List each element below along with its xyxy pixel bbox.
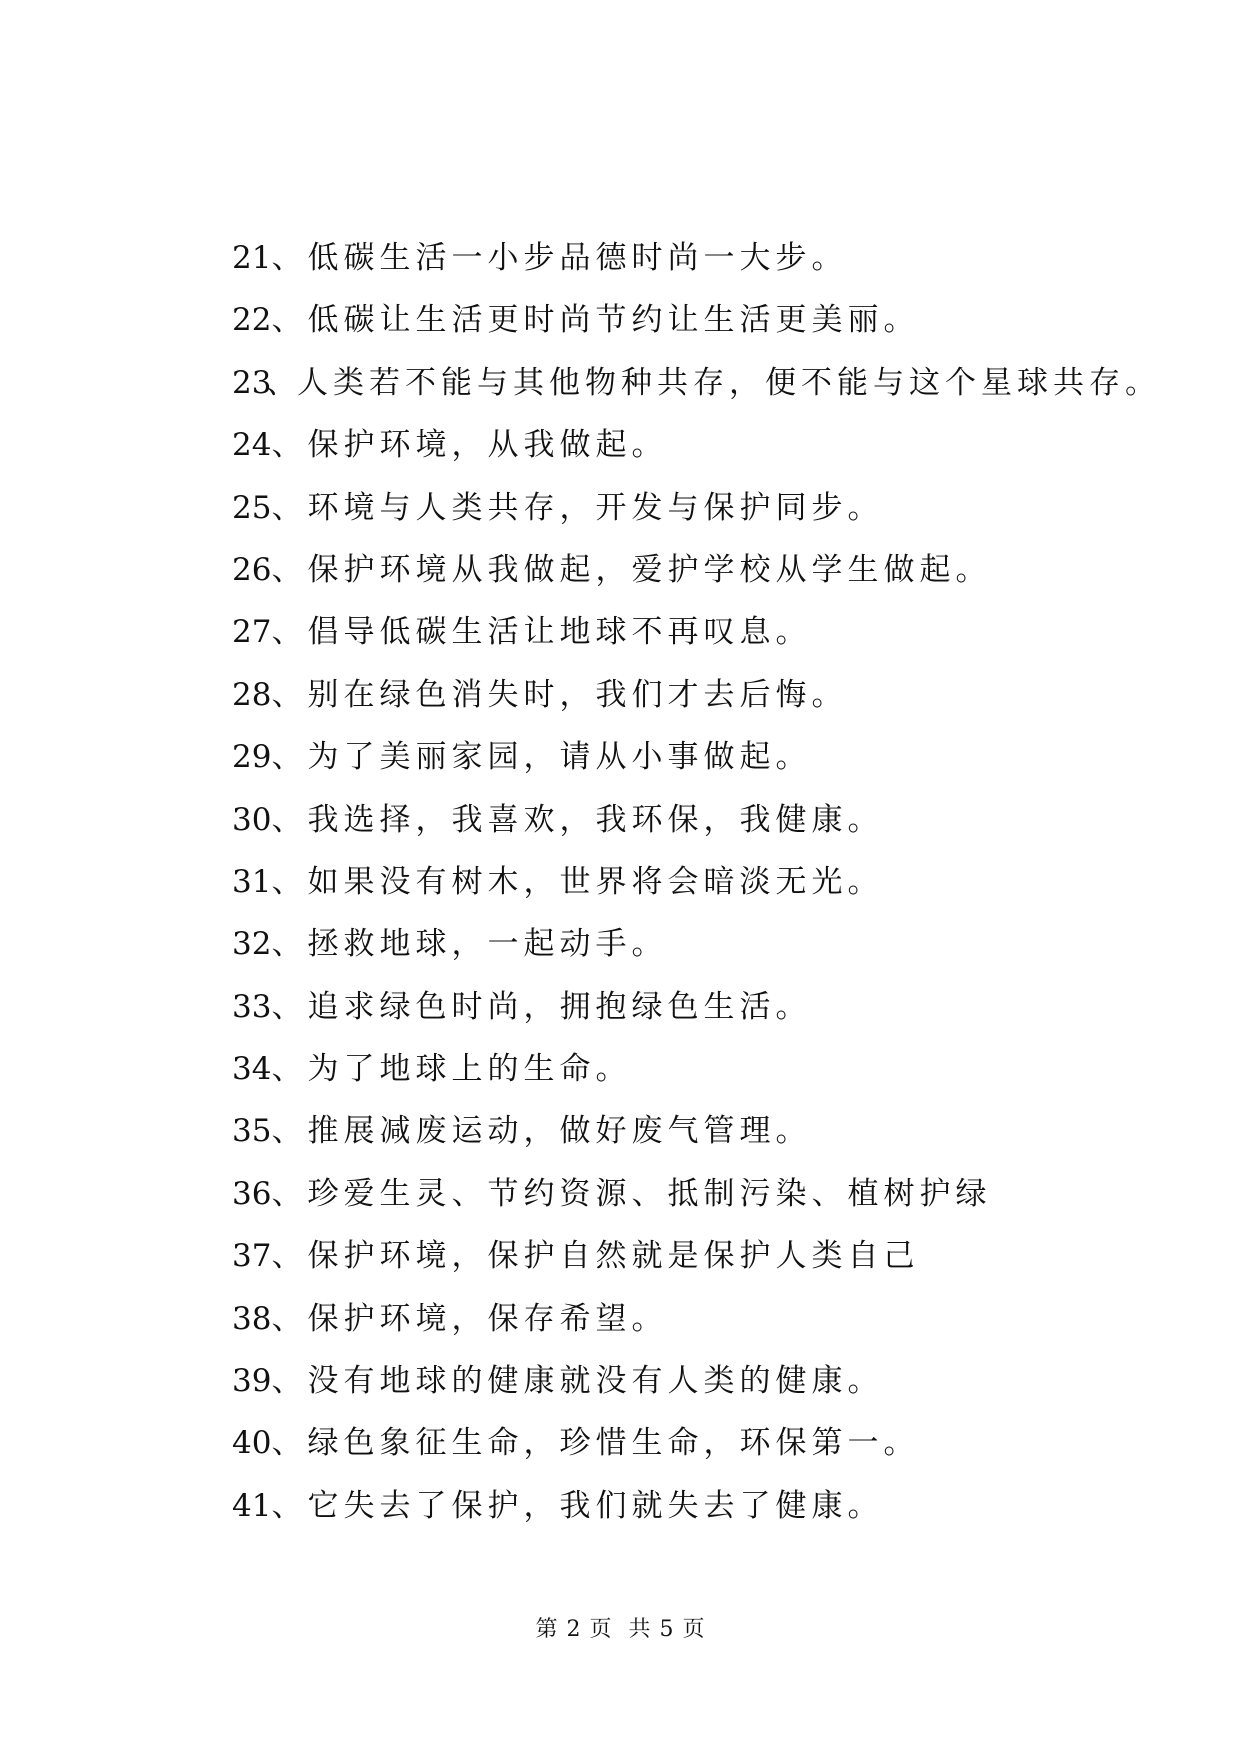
item-text: 别在绿色消失时，我们才去后悔。 (307, 676, 848, 713)
item-separator: 、 (271, 676, 303, 713)
item-separator: 、 (271, 1487, 303, 1524)
item-number: 29 (232, 739, 272, 776)
list-item (232, 294, 1152, 356)
item-text: 没有地球的健康就没有人类的健康。 (307, 1363, 884, 1400)
item-number: 39 (232, 1363, 272, 1400)
item-number: 26 (232, 551, 272, 588)
item-text: 绿色象征生命，珍惜生命，环保第一。 (307, 1425, 920, 1462)
list-item (232, 794, 1152, 856)
list-item (232, 1293, 1152, 1355)
list-item (232, 669, 1152, 731)
item-text: 低碳让生活更时尚节约让生活更美丽。 (307, 302, 920, 339)
item-separator: 、 (271, 1363, 303, 1400)
list-item (232, 731, 1152, 793)
item-number: 30 (232, 801, 272, 838)
item-number: 35 (232, 1113, 272, 1150)
list-item (232, 856, 1152, 918)
list-item (232, 606, 1152, 668)
item-number: 33 (232, 988, 272, 1025)
list-item (232, 1230, 1152, 1292)
item-number: 23 (232, 364, 272, 401)
item-number: 31 (232, 863, 272, 900)
list-item (232, 419, 1152, 481)
item-number: 36 (232, 1175, 272, 1212)
list-item (232, 482, 1152, 544)
item-separator: 、 (271, 801, 303, 838)
item-text: 为了地球上的生命。 (307, 1051, 632, 1088)
item-number: 21 (232, 240, 272, 276)
page-number-text: 第 2 页 共 5 页 (535, 1617, 706, 1642)
item-text: 环境与人类共存，开发与保护同步。 (307, 489, 884, 526)
item-text: 我选择，我喜欢，我环保，我健康。 (307, 801, 884, 838)
item-text: 如果没有树木，世界将会暗淡无光。 (307, 863, 884, 900)
slogan-list (232, 232, 1161, 1542)
item-separator: 、 (266, 364, 297, 401)
item-separator: 、 (271, 1300, 303, 1337)
item-separator: 、 (271, 1113, 303, 1150)
item-text: 保护环境，保存希望。 (307, 1300, 668, 1337)
item-separator: 、 (271, 614, 303, 651)
item-number: 32 (232, 926, 272, 963)
item-number: 37 (232, 1238, 272, 1275)
item-text: 人类若不能与其他物种共存，便不能与这个星球共存。 (297, 364, 1161, 401)
list-item (232, 1355, 1152, 1417)
item-text: 拯救地球，一起动手。 (307, 926, 668, 963)
item-text: 推展减废运动，做好废气管理。 (307, 1113, 812, 1150)
item-separator: 、 (271, 1425, 303, 1462)
list-item (232, 1105, 1152, 1167)
item-separator: 、 (271, 739, 303, 776)
item-number: 41 (232, 1487, 272, 1524)
item-separator: 、 (271, 863, 303, 900)
list-item (232, 981, 1152, 1043)
item-number: 34 (232, 1051, 272, 1088)
list-item (232, 544, 1152, 606)
item-text: 追求绿色时尚，拥抱绿色生活。 (307, 988, 812, 1025)
item-separator: 、 (271, 302, 303, 339)
item-text: 珍爱生灵、节约资源、抵制污染、植树护绿 (307, 1175, 992, 1212)
item-text: 低碳生活一小步品德时尚一大步。 (307, 240, 848, 276)
item-number: 27 (232, 614, 272, 651)
item-number: 40 (232, 1425, 272, 1462)
list-item (232, 1480, 1152, 1542)
list-item (232, 232, 1152, 294)
list-item (232, 918, 1152, 980)
item-separator: 、 (271, 1238, 303, 1275)
item-number: 25 (232, 489, 272, 526)
page-footer (0, 1612, 1241, 1643)
item-text: 为了美丽家园，请从小事做起。 (307, 739, 812, 776)
item-separator: 、 (271, 926, 303, 963)
item-separator: 、 (271, 489, 303, 526)
list-item (232, 1417, 1152, 1479)
item-separator: 、 (271, 427, 303, 464)
item-text: 保护环境，保护自然就是保护人类自己 (307, 1238, 920, 1275)
item-separator: 、 (271, 1051, 303, 1088)
item-separator: 、 (271, 551, 303, 588)
item-number: 24 (232, 427, 272, 464)
item-number: 22 (232, 302, 272, 339)
item-separator: 、 (271, 240, 303, 276)
item-text: 保护环境从我做起，爱护学校从学生做起。 (307, 551, 992, 588)
list-item (232, 1168, 1152, 1230)
list-item (232, 357, 1161, 419)
item-separator: 、 (271, 988, 303, 1025)
item-separator: 、 (271, 1175, 303, 1212)
item-text: 保护环境，从我做起。 (307, 427, 668, 464)
list-item (232, 1043, 1152, 1105)
item-number: 28 (232, 676, 272, 713)
item-text: 它失去了保护，我们就失去了健康。 (307, 1487, 884, 1524)
item-text: 倡导低碳生活让地球不再叹息。 (307, 614, 812, 651)
item-number: 38 (232, 1300, 272, 1337)
